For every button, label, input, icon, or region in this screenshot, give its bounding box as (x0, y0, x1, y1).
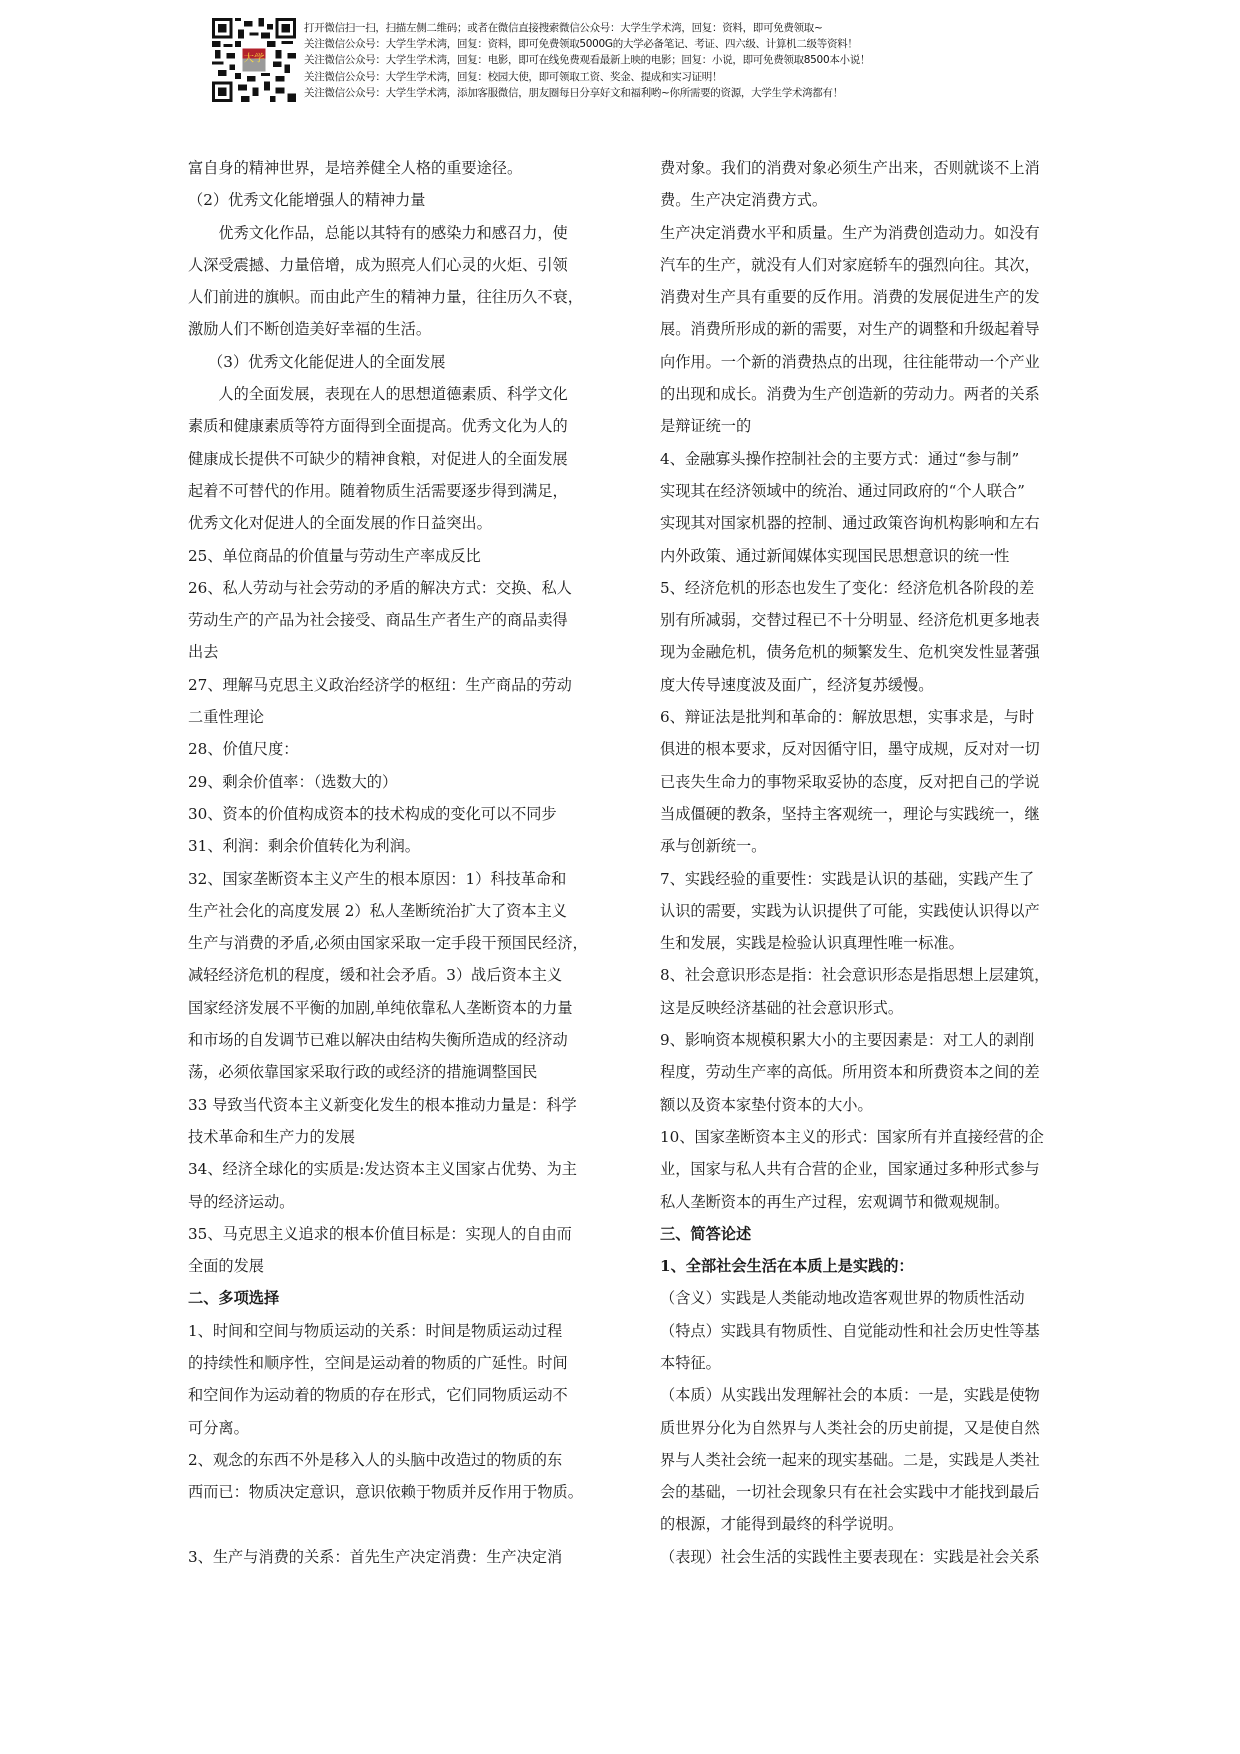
text-line: 质世界分化为自然界与人类社会的历史前提，又是使自然 (660, 1418, 1040, 1437)
text-line: 展。消费所形成的新的需要，对生产的调整和升级起着导 (660, 320, 1040, 339)
text-line: 全面的发展 (188, 1257, 264, 1276)
text-line: 素质和健康素质等符方面得到全面提高。优秀文化为人的 (188, 417, 568, 436)
text-line: （3）优秀文化能促进人的全面发展 (188, 352, 446, 371)
text-line: 的持续性和顺序性，空间是运动着的物质的广延性。时间 (188, 1353, 568, 1372)
text-line: 健康成长提供不可缺少的精神食粮，对促进人的全面发展 (188, 449, 568, 468)
text-line: 33 导致当代资本主义新变化发生的根本推动力量是：科学 (188, 1095, 577, 1114)
text-line: 的根源，才能得到最终的科学说明。 (660, 1515, 903, 1534)
text-line: 的出现和成长。消费为生产创造新的劳动力。两者的关系 (660, 385, 1040, 404)
text-line: 汽车的生产，就没有人们对家庭轿车的强烈向往。其次， (660, 255, 1040, 274)
promo-line: 打开微信扫一扫，扫描左侧二维码；或者在微信直接搜索微信公众号：大学生学术湾，回复：资料，即可免费领取~ (304, 22, 823, 34)
text-line: 内外政策、通过新闻媒体实现国民思想意识的统一性 (660, 546, 1010, 565)
text-line: 26、私人劳动与社会劳动的矛盾的解决方式：交换、私人 (188, 578, 572, 597)
text-line: 25、单位商品的价值量与劳动生产率成反比 (188, 546, 481, 565)
promo-line: 关注微信公众号：大学生学术湾，回复：电影，即可在线免费观看最新上映的电影；回复：小说，即可免费领取8500本小说！ (304, 54, 871, 67)
text-line: 消费对生产具有重要的反作用。消费的发展促进生产的发 (660, 288, 1040, 307)
text-line: （2）优秀文化能增强人的精神力量 (188, 191, 426, 210)
text-line: （表现）社会生活的实践性主要表现在：实践是社会关系 (660, 1547, 1040, 1566)
text-line: 人深受震撼、力量倍增，成为照亮人们心灵的火炬、引领 (188, 255, 568, 274)
text-line: 本特征。 (660, 1353, 721, 1372)
text-line: 西而已：物质决定意识，意识依赖于物质并反作用于物质。 (188, 1483, 583, 1502)
text-line: 31、利润：剩余价值转化为利润。 (188, 837, 420, 856)
text-line: 度大传导速度波及面广，经济复苏缓慢。 (660, 675, 934, 694)
text-line: 人们前进的旗帜。而由此产生的精神力量，往往历久不衰， (188, 288, 583, 307)
text-line: 2、观念的东西不外是移入人的头脑中改造过的物质的东 (188, 1450, 563, 1469)
text-line: 业，国家与私人共有合营的企业，国家通过多种形式参与 (660, 1160, 1040, 1179)
text-line: 29、剩余价值率：（选数大的） (188, 772, 398, 791)
text-line: 是辩证统一的 (660, 417, 752, 436)
text-line: 这是反映经济基础的社会意识形式。 (660, 998, 903, 1017)
text-line: 二重性理论 (188, 708, 264, 727)
text-line: 35、马克思主义追求的根本价值目标是：实现人的自由而 (188, 1224, 572, 1243)
text-line: 10、国家垄断资本主义的形式：国家所有并直接经营的企 (660, 1127, 1044, 1146)
text-line: 30、资本的价值构成资本的技术构成的变化可以不同步 (188, 804, 557, 823)
text-line: 现为金融危机，债务危机的频繁发生、危机突发性显著强 (660, 643, 1040, 662)
text-line: （含义）实践是人类能动地改造客观世界的物质性活动 (660, 1289, 1025, 1308)
text-line: 激励人们不断创造美好幸福的生活。 (188, 320, 431, 339)
text-line: 8、社会意识形态是指：社会意识形态是指思想上层建筑， (660, 966, 1050, 985)
text-line: 3、生产与消费的关系：首先生产决定消费：生产决定消 (188, 1547, 563, 1566)
text-line: 生产社会化的高度发展 2）私人垄断统治扩大了资本主义 (188, 901, 567, 920)
text-line: 生和发展，实践是检验认识真理性唯一标准。 (660, 934, 964, 953)
text-line: 承与创新统一。 (660, 837, 767, 856)
text-line: 富自身的精神世界，是培养健全人格的重要途径。 (188, 159, 523, 177)
text-line: 优秀文化对促进人的全面发展的作日益突出。 (188, 514, 492, 533)
text-line: 4、金融寡头操作控制社会的主要方式：通过“参与制” (660, 449, 1020, 468)
text-line: 7、实践经验的重要性：实践是认识的基础，实践产生了 (660, 869, 1035, 888)
text-line: 减轻经济危机的程度，缓和社会矛盾。3）战后资本主义 (188, 966, 563, 985)
text-line: 9、影响资本规模积累大小的主要因素是：对工人的剥削 (660, 1031, 1035, 1050)
section-heading: 二、多项选择 (188, 1289, 280, 1308)
text-line: 俱进的根本要求，反对因循守旧，墨守成规，反对对一切 (660, 740, 1040, 759)
text-line: 导的经济运动。 (188, 1192, 295, 1211)
promo-line: 关注微信公众号：大学生学术湾，添加客服微信，朋友圈每日分享好文和福利哟~你所需要的资源，大学生学术湾都有！ (304, 86, 843, 99)
promo-line: 关注微信公众号：大学生学术湾，回复：校园大使，即可领取工资、奖金、提成和实习证明！ (304, 70, 723, 83)
text-line: 已丧失生命力的事物采取妥协的态度，反对把自己的学说 (660, 772, 1040, 791)
text-line: （本质）从实践出发理解社会的本质：一是，实践是使物 (660, 1386, 1040, 1405)
text-line: 6、辩证法是批判和革命的：解放思想，实事求是，与时 (660, 708, 1035, 727)
left-column (188, 152, 608, 1573)
text-line: 界与人类社会统一起来的现实基础。二是，实践是人类社 (660, 1450, 1040, 1469)
blank-line (188, 1508, 608, 1540)
text-line: 费。生产决定消费方式。 (660, 191, 828, 210)
text-line: 生产决定消费水平和质量。生产为消费创造动力。如没有 (660, 223, 1040, 242)
text-line: 国家经济发展不平衡的加剧,单纯依靠私人垄断资本的力量 (188, 998, 573, 1017)
svg-text:大学: 大学 (243, 52, 265, 65)
text-line: 劳动生产的产品为社会接受、商品生产者生产的商品卖得 (188, 611, 568, 630)
right-column (660, 152, 1065, 1573)
promo-text-block (304, 20, 870, 101)
text-line: 起着不可替代的作用。随着物质生活需要逐步得到满足， (188, 481, 568, 500)
text-line: 出去 (188, 643, 219, 662)
text-line: 荡，必须依靠国家采取行政的或经济的措施调整国民 (188, 1063, 538, 1082)
text-line: 实现其对国家机器的控制、通过政策咨询机构影响和左右 (660, 514, 1040, 533)
qr-code-icon[interactable] (212, 18, 296, 102)
promo-header (212, 18, 972, 104)
section-heading: 1、全部社会生活在本质上是实践的： (660, 1257, 914, 1276)
text-line: 34、经济全球化的实质是:发达资本主义国家占优势、为主 (188, 1160, 577, 1179)
text-line: 会的基础，一切社会现象只有在社会实践中才能找到最后 (660, 1483, 1040, 1502)
text-line: 认识的需要，实践为认识提供了可能，实践使认识得以产 (660, 901, 1040, 920)
text-line: 27、理解马克思主义政治经济学的枢纽：生产商品的劳动 (188, 675, 572, 694)
text-line: 费对象。我们的消费对象必须生产出来，否则就谈不上消 (660, 159, 1040, 177)
text-line: 实现其在经济领域中的统治、通过同政府的“个人联合” (660, 481, 1025, 500)
text-line: （特点）实践具有物质性、自觉能动性和社会历史性等基 (660, 1321, 1040, 1340)
text-line: 程度，劳动生产率的高低。所用资本和所费资本之间的差 (660, 1063, 1040, 1082)
text-line: 和空间作为运动着的物质的存在形式，它们同物质运动不 (188, 1386, 568, 1405)
section-heading: 三、简答论述 (660, 1224, 752, 1243)
text-line: 生产与消费的矛盾,必须由国家采取一定手段干预国民经济， (188, 934, 588, 953)
text-line: 优秀文化作品，总能以其特有的感染力和感召力，使 (188, 223, 568, 242)
text-line: 1、时间和空间与物质运动的关系：时间是物质运动过程 (188, 1321, 563, 1340)
text-line: 别有所减弱，交替过程已不十分明显、经济危机更多地表 (660, 611, 1040, 630)
text-line: 人的全面发展，表现在人的思想道德素质、科学文化 (188, 385, 568, 404)
text-line: 5、经济危机的形态也发生了变化：经济危机各阶段的差 (660, 578, 1035, 597)
text-line: 额以及资本家垫付资本的大小。 (660, 1095, 873, 1114)
text-line: 28、价值尺度： (188, 740, 299, 759)
promo-line: 关注微信公众号：大学生学术湾，回复：资料，即可免费领取5000G的大学必备笔记、考证、四六级、计算机二级等资料！ (304, 38, 858, 51)
text-line: 向作用。一个新的消费热点的出现，往往能带动一个产业 (660, 352, 1040, 371)
text-line: 可分离。 (188, 1418, 249, 1437)
text-line: 技术革命和生产力的发展 (188, 1127, 356, 1146)
text-line: 当成僵硬的教条，坚持主客观统一，理论与实践统一，继 (660, 804, 1040, 823)
text-line: 32、国家垄断资本主义产生的根本原因：1）科技革命和 (188, 869, 567, 888)
text-line: 和市场的自发调节已难以解决由结构失衡所造成的经济动 (188, 1031, 568, 1050)
text-line: 私人垄断资本的再生产过程，宏观调节和微观规制。 (660, 1192, 1010, 1211)
